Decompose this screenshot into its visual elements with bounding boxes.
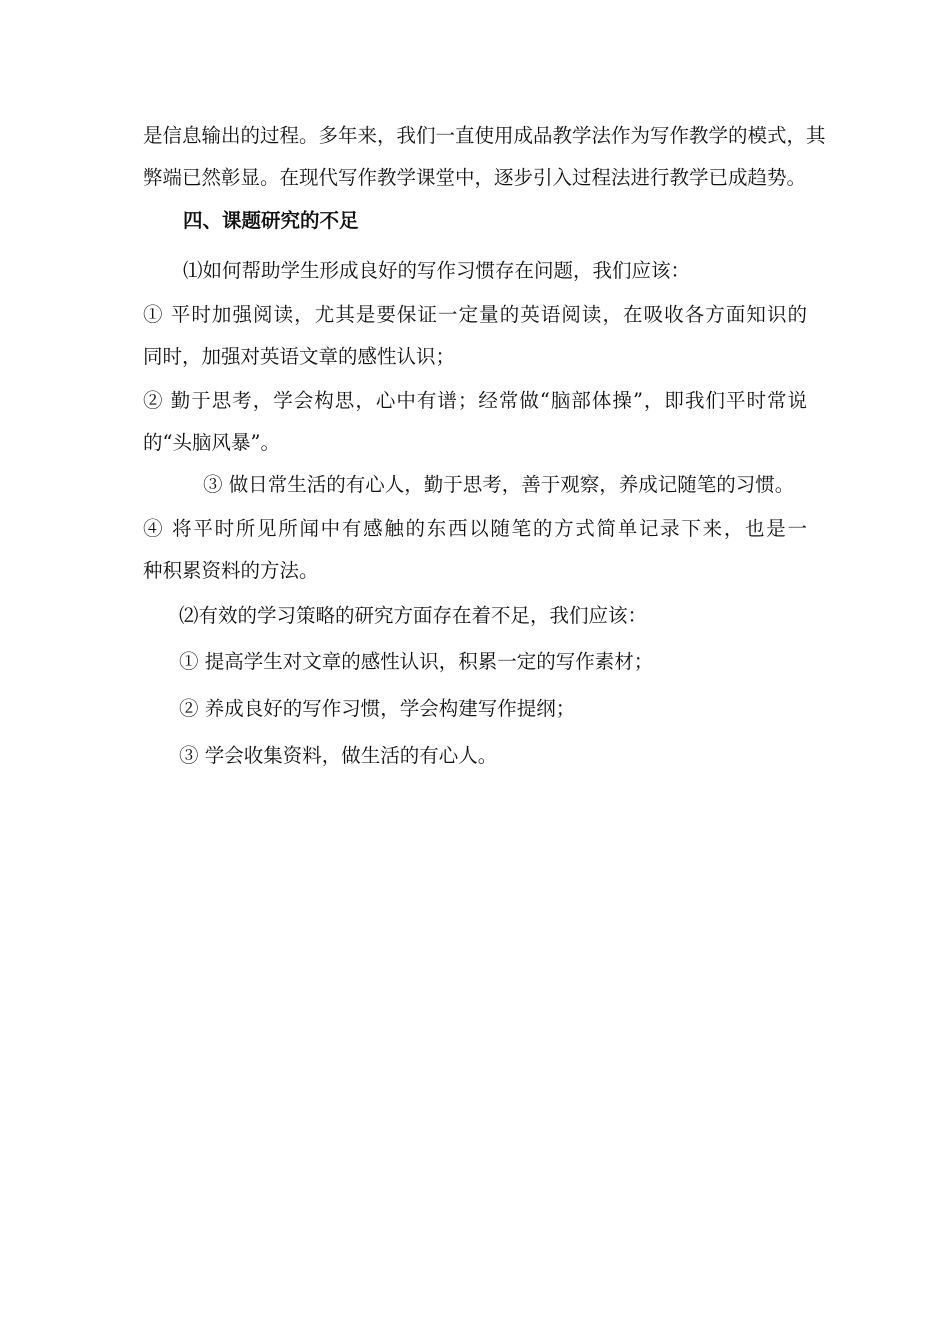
intro-paragraph-line-2: 弊端已然彰显。在现代写作教学课堂中，逐步引入过程法进行教学已成趋势。 bbox=[143, 166, 807, 189]
item1-point2-line2: 的“头脑风暴”。 bbox=[143, 431, 280, 454]
item2-point1: ① 提高学生对文章的感性认识，积累一定的写作素材； bbox=[179, 650, 654, 673]
item1-point4-line1: ④ 将平时所见所闻中有感触的东西以随笔的方式简单记录下来，也是一 bbox=[143, 517, 807, 540]
item2-title: ⑵有效的学习策略的研究方面存在着不足，我们应该： bbox=[179, 604, 648, 627]
item1-title: ⑴如何帮助学生形成良好的写作习惯存在问题，我们应该： bbox=[183, 259, 691, 282]
item1-point4-line2: 种积累资料的方法。 bbox=[143, 559, 319, 582]
item2-point2: ② 养成良好的写作习惯，学会构建写作提纲； bbox=[179, 697, 576, 720]
item1-point1-line1: ① 平时加强阅读，尤其是要保证一定量的英语阅读，在吸收各方面知识的 bbox=[143, 303, 807, 326]
item1-point2-line1: ② 勤于思考，学会构思，心中有谱；经常做“脑部体操”，即我们平时常说 bbox=[143, 389, 807, 412]
item2-point3: ③ 学会收集资料，做生活的有心人。 bbox=[179, 744, 498, 767]
intro-paragraph-line-1: 是信息输出的过程。多年来，我们一直使用成品教学法作为写作教学的模式，其 bbox=[143, 124, 826, 147]
item1-point3-line1: ③ 做日常生活的有心人，勤于思考，善于观察，养成记随笔的习惯。 bbox=[203, 473, 795, 496]
item1-point1-line2: 同时，加强对英语文章的感性认识； bbox=[143, 345, 456, 368]
section-heading: 四、课题研究的不足 bbox=[183, 209, 359, 232]
